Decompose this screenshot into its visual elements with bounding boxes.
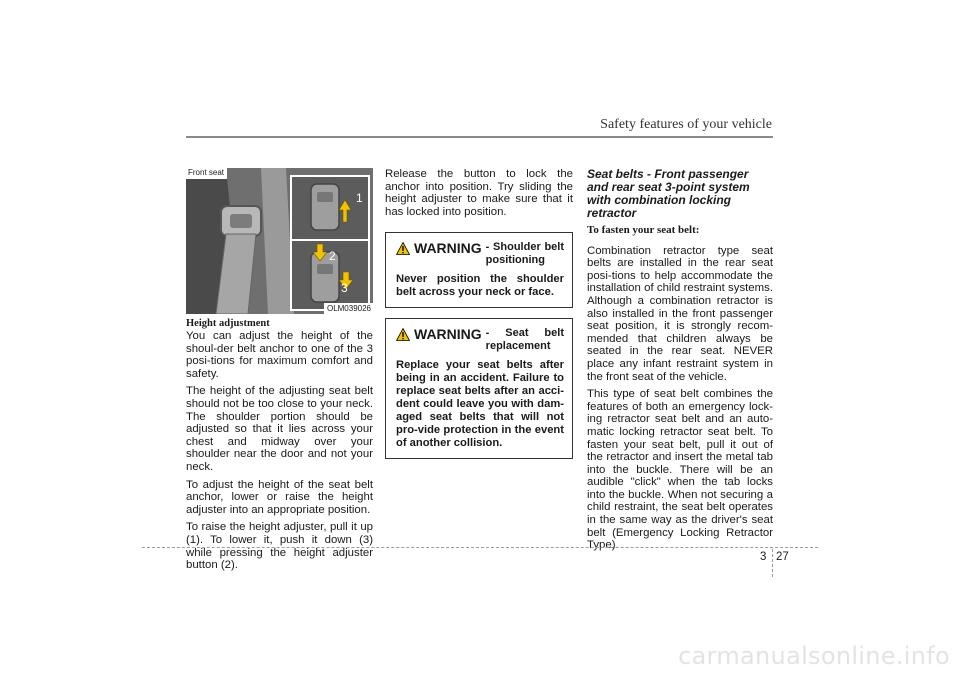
seat-belt-illustration xyxy=(186,168,373,314)
warning-label: WARNING xyxy=(414,326,482,343)
callout-1: 1 xyxy=(356,191,363,205)
callout-2: 2 xyxy=(329,249,336,263)
seat-belt-height-adjuster-figure xyxy=(186,168,373,314)
warning-box-shoulder-belt xyxy=(385,232,573,308)
paragraph: Combination retractor type seat belts are installed in the rear seat posi-tions to help accommodate the installation of child restraint systems. Although a combination retractor is also installed in the front passenger seat position, it is strongly recom-mended that children always be seated in the rear seat. NEVER place any infant restraint system in the front seat of the vehicle. xyxy=(587,244,773,383)
paragraph: Release the button to lock the anchor into position. Try sliding the height adjuster to make sure that it has locked into position. xyxy=(385,168,573,218)
figure-code: OLM039026 xyxy=(324,303,373,314)
sub-heading: To fasten your seat belt: xyxy=(587,224,700,236)
paragraph: To raise the height adjuster, pull it up (1). To lower it, push it down (3) while pressing the height adjuster button (2). xyxy=(186,521,373,572)
paragraph: The height of the adjusting seat belt should not be too close to your neck. The shoulder portion should be adjusted so that it lies across your chest and midway over your shoulder near the door and not your neck. xyxy=(186,385,373,473)
warning-text: Replace your seat belts after being in an accident. Failure to replace seat belts after an acci-dent could leave you with dam-aged seat belts that will not pro-vide protection in the event of another collision. xyxy=(396,359,564,450)
warning-triangle-icon xyxy=(396,328,410,341)
page-section-title: Safety features of your vehicle xyxy=(600,117,772,132)
paragraph: This type of seat belt combines the features of both an emergency lock-ing retractor seat belt and an auto-matic locking retractor seat belt. To fasten your seat belt, pull it out of the retractor and insert the metal tab into the buckle. There will be an audible "click" when the tab locks into the buckle. When not securing a child restraint, the seat belt operates in the same way as the driver's seat belt (Emergency Locking Retractor Type). xyxy=(587,388,773,552)
warning-label: WARNING xyxy=(414,240,482,257)
section-heading: Seat belts - Front passenger and rear seat 3-point system with combination locking retractor xyxy=(587,167,750,220)
column-middle xyxy=(385,168,573,459)
chapter-number: 3 xyxy=(760,551,767,563)
warning-topic: - Seat belt replacement xyxy=(485,327,564,353)
callout-3: 3 xyxy=(341,281,348,295)
height-adjustment-heading: Height adjustment xyxy=(186,318,270,329)
column-right xyxy=(587,168,773,557)
paragraph: To adjust the height of the seat belt anchor, lower or raise the height adjuster into an appropriate position. xyxy=(186,478,373,516)
footer-rule xyxy=(142,547,818,548)
figure-label: Front seat xyxy=(186,168,227,179)
watermark: carmanualsonline.info xyxy=(678,642,950,670)
paragraph: You can adjust the height of the shoul-der belt anchor to one of the 3 posi-tions for maximum comfort and safety. xyxy=(186,330,373,380)
warning-topic: - Shoulder belt positioning xyxy=(485,241,564,267)
warning-text: Never position the shoulder belt across your neck or face. xyxy=(396,273,564,299)
warning-box-seat-belt-replacement xyxy=(385,318,573,459)
page-number-divider xyxy=(772,549,773,577)
warning-triangle-icon xyxy=(396,242,410,255)
page-number: 27 xyxy=(776,551,789,563)
column-left xyxy=(186,168,373,577)
header-rule xyxy=(186,136,773,138)
